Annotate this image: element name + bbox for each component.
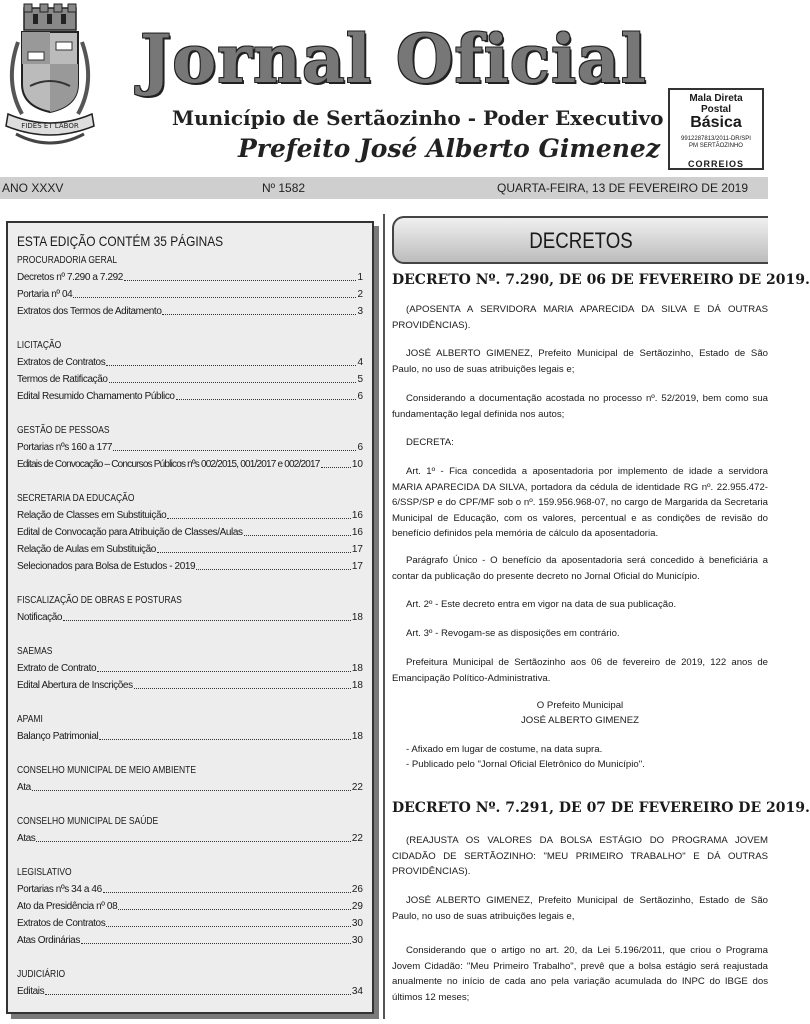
- decree-1-signature-name: JOSÉ ALBERTO GIMENEZ: [520, 715, 639, 726]
- column-divider: [383, 214, 385, 1019]
- toc-leader-dots: [106, 354, 356, 366]
- toc-entry-page: 4: [357, 357, 363, 368]
- toc-leader-dots: [36, 830, 350, 842]
- toc-body: [17, 252, 363, 1000]
- toc-section-title: CONSELHO MUNICIPAL DE SAÚDE: [17, 816, 159, 827]
- toc-entry-page: 17: [351, 561, 363, 572]
- postal-line-4: PM SERTÃOZINHO: [689, 143, 743, 149]
- section-banner-decretos: [392, 216, 768, 264]
- toc-entry[interactable]: [17, 898, 363, 915]
- toc-entry-page: 18: [351, 663, 363, 674]
- toc-entry[interactable]: [17, 286, 363, 303]
- toc-entry-page: 6: [357, 391, 363, 402]
- toc-entry[interactable]: [17, 660, 363, 677]
- toc-entry[interactable]: [17, 303, 363, 320]
- toc-entry[interactable]: [17, 371, 363, 388]
- toc-entry-page: 6: [357, 442, 363, 453]
- toc-leader-dots: [244, 524, 351, 536]
- newspaper-subtitle: Município de Sertãozinho - Poder Executivo: [172, 106, 664, 130]
- decree-1-heading: DECRETO Nº. 7.290, DE 06 DE FEVEREIRO DE 2019.: [392, 272, 810, 288]
- toc-entry[interactable]: [17, 830, 363, 847]
- toc-leader-dots: [113, 439, 356, 451]
- decree-2-ementa: (REAJUSTA OS VALORES DA BOLSA ESTÁGIO DO PROGRAMA JOVEM CIDADÃO DE SERTÃOZINHO: "MEU PRIMEIRO TRABALHO" E DÁ OUTRAS PROVIDÊNCIAS).: [392, 835, 768, 877]
- toc-section-title: PROCURADORIA GERAL: [17, 255, 118, 266]
- toc-section: [17, 864, 363, 949]
- toc-section: [17, 422, 363, 473]
- decree-1-paragrafo-unico: Parágrafo Único - O benefício da aposentadoria será concedido à beneficiária a contar da publicação do presente decreto no Jornal Oficial do Município.: [392, 555, 768, 582]
- toc-entry[interactable]: [17, 609, 363, 626]
- toc-entry[interactable]: [17, 524, 363, 541]
- toc-entry-page: 16: [351, 510, 363, 521]
- toc-leader-dots: [196, 558, 351, 570]
- toc-entry-page: 30: [351, 918, 363, 929]
- toc-entry[interactable]: [17, 507, 363, 524]
- toc-entry-label: Edital de Convocação para Atribuição de Classes/Aulas: [17, 527, 243, 538]
- toc-entry-label: Relação de Aulas em Substituição: [17, 544, 156, 555]
- edition-year: ANO XXXV: [2, 181, 64, 195]
- toc-entry-label: Notificação: [17, 612, 63, 623]
- toc-leader-dots: [134, 677, 351, 689]
- toc-entry-label: Extratos de Contratos: [17, 918, 106, 929]
- toc-entry-label: Editais: [17, 986, 45, 997]
- toc-section: [17, 813, 363, 847]
- decree-1-note-2: - Publicado pelo "Jornal Oficial Eletrônico do Município".: [406, 759, 645, 770]
- decree-2-para-2: Considerando que o artigo no art. 20, da Lei 5.196/2011, que criou o Programa Jovem Cidadão: "Meu Primeiro Trabalho", prevê que a bolsa estágio será reajustada anualmente no início de cada ano pela variação acumulada do INPC do IBGE dos últimos 12 meses;: [392, 945, 768, 1003]
- toc-entry-page: 30: [351, 935, 363, 946]
- decree-1-art-1: Art. 1º - Fica concedida a aposentadoria por implemento de idade a servidora MARIA APARECIDA DA SILVA, portadora da cédula de identidade RG nº. 22.955.472-6/SSP/SP e do CPF/MF sob o nº. 159.956.968-07, no cargo de Margarida da Secretaria Municipal de Educação, com os valores, percentual e as condições de revisão do benefício definidos pela memória de cálculo da aposentadoria.: [392, 466, 768, 539]
- toc-leader-dots: [157, 541, 351, 553]
- toc-leader-dots: [97, 660, 351, 672]
- toc-entry-page: 17: [351, 544, 363, 555]
- toc-section: [17, 711, 363, 745]
- toc-section: [17, 337, 363, 405]
- section-banner-label: DECRETOS: [529, 228, 633, 253]
- toc-entry-page: 34: [351, 986, 363, 997]
- toc-entry[interactable]: [17, 983, 363, 1000]
- toc-entry-page: 1: [357, 272, 363, 283]
- toc-section-title: JUDICIÁRIO: [17, 969, 66, 980]
- toc-leader-dots: [106, 915, 351, 927]
- svg-text:FIDES ET LABOR: FIDES ET LABOR: [21, 122, 79, 130]
- toc-section-title: SAEMAS: [17, 646, 53, 657]
- toc-entry[interactable]: [17, 354, 363, 371]
- toc-section-title: SECRETARIA DA EDUCAÇÃO: [17, 493, 135, 504]
- toc-leader-dots: [32, 779, 351, 791]
- toc-entry-label: Ato da Presidência nº 08: [17, 901, 118, 912]
- edition-number: Nº 1582: [262, 181, 306, 195]
- decree-1-decreta: DECRETA:: [406, 437, 454, 448]
- toc-entry-page: 18: [351, 731, 363, 742]
- decree-1-signature-title: O Prefeito Municipal: [536, 700, 624, 711]
- toc-entry-page: 2: [357, 289, 363, 300]
- toc-entry-label: Edital Abertura de Inscrições: [17, 680, 133, 691]
- toc-entry-label: Portarias nºs 160 a 177: [17, 442, 113, 453]
- edition-date: QUARTA-FEIRA, 13 DE FEVEREIRO DE 2019: [497, 181, 748, 195]
- decree-1-note-1: - Afixado em lugar de costume, na data supra.: [406, 744, 603, 755]
- postal-line-2: Básica: [690, 114, 742, 131]
- toc-entry-label: Extratos dos Termos de Aditamento: [17, 306, 162, 317]
- toc-entry-label: Portaria nº 04: [17, 289, 73, 300]
- toc-section: [17, 592, 363, 626]
- toc-entry-page: 29: [351, 901, 363, 912]
- toc-leader-dots: [176, 388, 357, 400]
- toc-entry-label: Atas Ordinárias: [17, 935, 80, 946]
- toc-leader-dots: [118, 898, 351, 910]
- toc-entry-label: Balanço Patrimonial: [17, 731, 99, 742]
- toc-entry-label: Ata: [17, 782, 31, 793]
- toc-section: [17, 966, 363, 1000]
- toc-entry[interactable]: [17, 439, 363, 456]
- postal-line-5: CORREIOS: [687, 159, 744, 169]
- toc-leader-dots: [162, 303, 356, 315]
- decree-2-heading: DECRETO Nº. 7.291, DE 07 DE FEVEREIRO DE 2019.: [392, 800, 810, 816]
- decree-1-art-2: Art. 2º - Este decreto entra em vigor na data de sua publicação.: [406, 599, 677, 610]
- toc-leader-dots: [167, 507, 351, 519]
- postal-line-3: 9912287813/2011-DR/SPI: [681, 136, 751, 142]
- toc-leader-dots: [45, 983, 351, 995]
- toc-leader-dots: [321, 456, 351, 468]
- toc-entry[interactable]: [17, 881, 363, 898]
- toc-entry-page: 22: [351, 833, 363, 844]
- toc-leader-dots: [63, 609, 351, 621]
- toc-entry-page: 26: [351, 884, 363, 895]
- toc-leader-dots: [81, 932, 351, 944]
- toc-entry[interactable]: [17, 915, 363, 932]
- decree-1-closing: Prefeitura Municipal de Sertãozinho aos 06 de fevereiro de 2019, 122 anos de Emancipação Político-Administrativa.: [392, 657, 768, 684]
- toc-entry[interactable]: [17, 269, 363, 286]
- toc-entry-page: 18: [351, 612, 363, 623]
- newspaper-title: Jornal Oficial: [140, 20, 647, 98]
- toc-entry[interactable]: [17, 456, 363, 473]
- toc-entry[interactable]: [17, 677, 363, 694]
- toc-leader-dots: [124, 269, 356, 281]
- toc-entry-page: 18: [351, 680, 363, 691]
- decree-2-para-1: JOSÉ ALBERTO GIMENEZ, Prefeito Municipal de Sertãozinho, Estado de São Paulo, no uso de suas atribuições legais e,: [392, 895, 768, 922]
- toc-section-title: GESTÃO DE PESSOAS: [17, 425, 110, 436]
- decree-1-para-2: Considerando a documentação acostada no processo nº. 52/2019, bem como sua fundamentação legal definida nos autos;: [392, 393, 768, 420]
- decree-1-art-3: Art. 3º - Revogam-se as disposições em contrário.: [406, 628, 620, 639]
- mayor-line: Prefeito José Alberto Gimenez: [238, 134, 661, 163]
- toc-section: [17, 643, 363, 694]
- toc-entry[interactable]: [17, 932, 363, 949]
- toc-entry-page: 22: [351, 782, 363, 793]
- toc-section-title: APAMI: [17, 714, 43, 725]
- postal-stamp: [668, 88, 764, 170]
- toc-section-title: CONSELHO MUNICIPAL DE MEIO AMBIENTE: [17, 765, 197, 776]
- toc-leader-dots: [103, 881, 351, 893]
- decree-1-ementa: (APOSENTA A SERVIDORA MARIA APARECIDA DA SILVA E DÁ OUTRAS PROVIDÊNCIAS).: [392, 304, 768, 331]
- toc-entry-label: Termos de Ratificação: [17, 374, 108, 385]
- toc-entry-label: Relação de Classes em Substituição: [17, 510, 167, 521]
- toc-section-title: FISCALIZAÇÃO DE OBRAS E POSTURAS: [17, 595, 182, 606]
- toc-section-title: LICITAÇÃO: [17, 340, 62, 351]
- toc-section: [17, 762, 363, 796]
- toc-section: [17, 490, 363, 575]
- toc-entry-label: Extrato de Contrato: [17, 663, 97, 674]
- toc-entry-page: 3: [357, 306, 363, 317]
- toc-entry[interactable]: [17, 728, 363, 745]
- toc-entry[interactable]: [17, 558, 363, 575]
- toc-entry-label: Extratos de Contratos: [17, 357, 106, 368]
- toc-section: [17, 252, 363, 320]
- toc-entry[interactable]: [17, 541, 363, 558]
- toc-entry-label: Decretos nº 7.290 a 7.292: [17, 272, 123, 283]
- toc-entry-label: Selecionados para Bolsa de Estudos - 2019: [17, 561, 196, 572]
- toc-entry-page: 16: [351, 527, 363, 538]
- municipal-crest-icon: [2, 2, 98, 162]
- toc-heading: ESTA EDIÇÃO CONTÉM 35 PÁGINAS: [17, 233, 224, 249]
- toc-entry-page: 5: [357, 374, 363, 385]
- table-of-contents: [6, 221, 374, 1014]
- toc-section-title: LEGISLATIVO: [17, 867, 72, 878]
- toc-entry-label: Atas: [17, 833, 36, 844]
- toc-leader-dots: [99, 728, 351, 740]
- edition-info-bar: [0, 177, 768, 199]
- toc-entry-page: 10: [351, 459, 363, 470]
- toc-entry-label: Portarias nºs 34 a 46: [17, 884, 102, 895]
- decree-1-para-1: JOSÉ ALBERTO GIMENEZ, Prefeito Municipal de Sertãozinho, Estado de São Paulo, no uso de suas atribuições legais e;: [392, 348, 768, 375]
- toc-entry-label: Edital Resumido Chamamento Público: [17, 391, 175, 402]
- toc-entry[interactable]: [17, 388, 363, 405]
- toc-leader-dots: [109, 371, 357, 383]
- masthead: [0, 0, 768, 176]
- toc-entry[interactable]: [17, 779, 363, 796]
- postal-line-1: Mala Direta Postal: [689, 93, 743, 115]
- toc-leader-dots: [73, 286, 356, 298]
- toc-entry-label: Editais de Convocação – Concursos Públicos nºs 002/2015, 001/2017 e 002/2017: [17, 459, 320, 470]
